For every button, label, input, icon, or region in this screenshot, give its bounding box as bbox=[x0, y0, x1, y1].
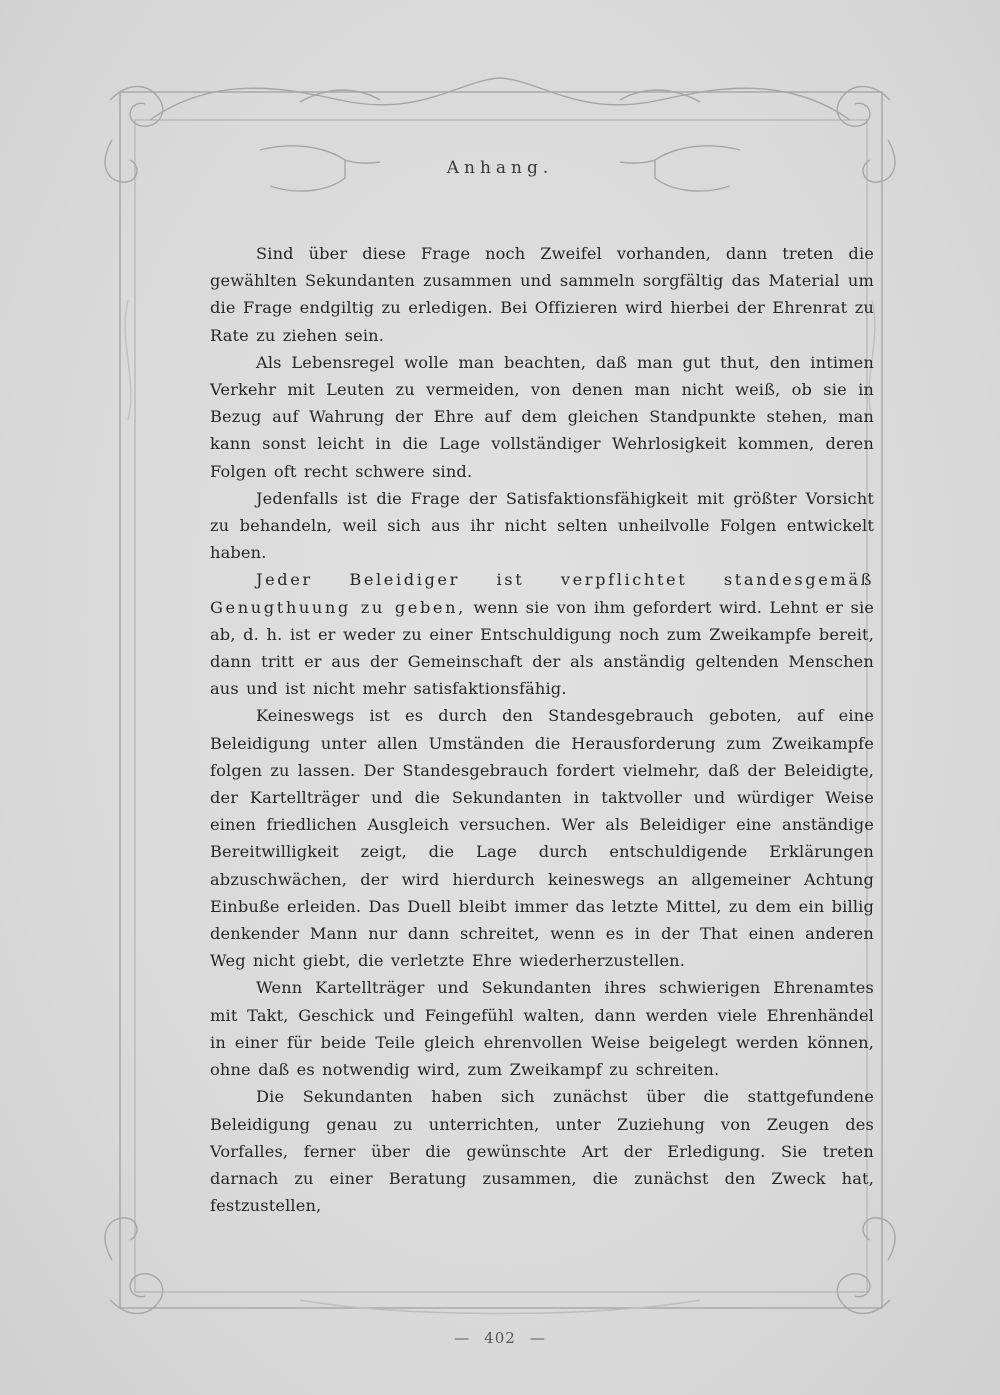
paragraph-6: Wenn Kartellträger und Sekundanten ihres schwierigen Ehrenamtes mit Takt, Geschick und Feingefühl walten, dann werden viele Ehrenhändel in einer für beide Teile gleich ehrenvollen Weise beigelegt werden können, ohne daß es notwendig wird, zum Zweikampf zu schreiten. bbox=[210, 978, 874, 1080]
paragraph-4-text: wenn sie von ihm gefordert wird. Lehnt er sie ab, d. h. ist er weder zu einer Entschuldigung noch zum Zweikampfe bereit, dann tritt er aus der Gemeinschaft der als anständig geltenden Menschen aus und ist nicht mehr satisfaktionsfähig. bbox=[210, 597, 874, 699]
paragraph-1: Sind über diese Frage noch Zweifel vorhanden, dann treten die gewählten Sekundanten zusammen und sammeln sorgfältig das Material um die Frage endgiltig zu erledigen. Bei Offizieren wird hierbei der Ehrenrat zu Rate zu ziehen sein. bbox=[210, 244, 874, 345]
corner-br-curl bbox=[863, 1218, 895, 1260]
body-text bbox=[210, 240, 874, 1219]
page-footer bbox=[0, 1329, 1000, 1347]
paragraph-3: Jedenfalls ist die Frage der Satisfaktionsfähigkeit mit größter Vorsicht zu behandeln, weil sich aus ihr nicht selten unheilvolle Folgen entwickelt haben. bbox=[210, 488, 874, 563]
frame-bottom-scroll bbox=[300, 1300, 700, 1314]
side-flourish-left bbox=[125, 300, 131, 420]
paragraph-4 bbox=[210, 566, 874, 702]
page-header-title: Anhang. bbox=[446, 158, 554, 178]
paragraph-7: Die Sekundanten haben sich zunächst über die stattgefundene Beleidigung genau zu unterrichten, unter Zuziehung von Zeugen des Vorfalles, ferner über die gewünschte Art der Erledigung. Sie treten darnach zu einer Beratung zusammen, die zunächst den Zweck hat, festzustellen, bbox=[210, 1087, 874, 1216]
footer-dash-right: — bbox=[529, 1329, 546, 1347]
corner-bl-curl bbox=[105, 1218, 137, 1260]
paragraph-4-spaced-lead: Jeder Beleidiger ist verpflichtet standesgemäß Genugthuung zu geben, bbox=[210, 570, 874, 617]
footer-dash-left: — bbox=[454, 1329, 471, 1347]
page-number: 402 bbox=[484, 1329, 516, 1347]
frame-top-scroll bbox=[150, 78, 850, 120]
paragraph-5: Keineswegs ist es durch den Standesgebrauch geboten, auf eine Beleidigung unter allen Umständen die Herausforderung zum Zweikampfe folgen zu lassen. Der Standesgebrauch fordert vielmehr, daß der Beleidigte, der Kartellträger und die Sekundanten in taktvoller und würdiger Weise einen friedlichen Ausgleich versuchen. Wer als Beleidiger eine anständige Bereitwilligkeit zeigt, die Lage durch entschuldigende Erklärungen abzuschwächen, der wird hierdurch keineswegs an allgemeiner Achtung Einbuße erleiden. Das Duell bleibt immer das letzte Mittel, zu dem ein billig denkender Mann nur dann schreitet, wenn es in der That einen anderen Weg nicht giebt, die verletzte Ehre wiederherzustellen. bbox=[210, 706, 874, 971]
paragraph-2: Als Lebensregel wolle man beachten, daß man gut thut, den intimen Verkehr mit Leuten zu vermeiden, von denen man nicht weiß, ob sie in Bezug auf Wahrung der Ehre auf dem gleichen Standpunkte stehen, man kann sonst leicht in die Lage vollständiger Wehrlosigkeit kommen, deren Folgen oft recht schwere sind. bbox=[210, 352, 874, 481]
